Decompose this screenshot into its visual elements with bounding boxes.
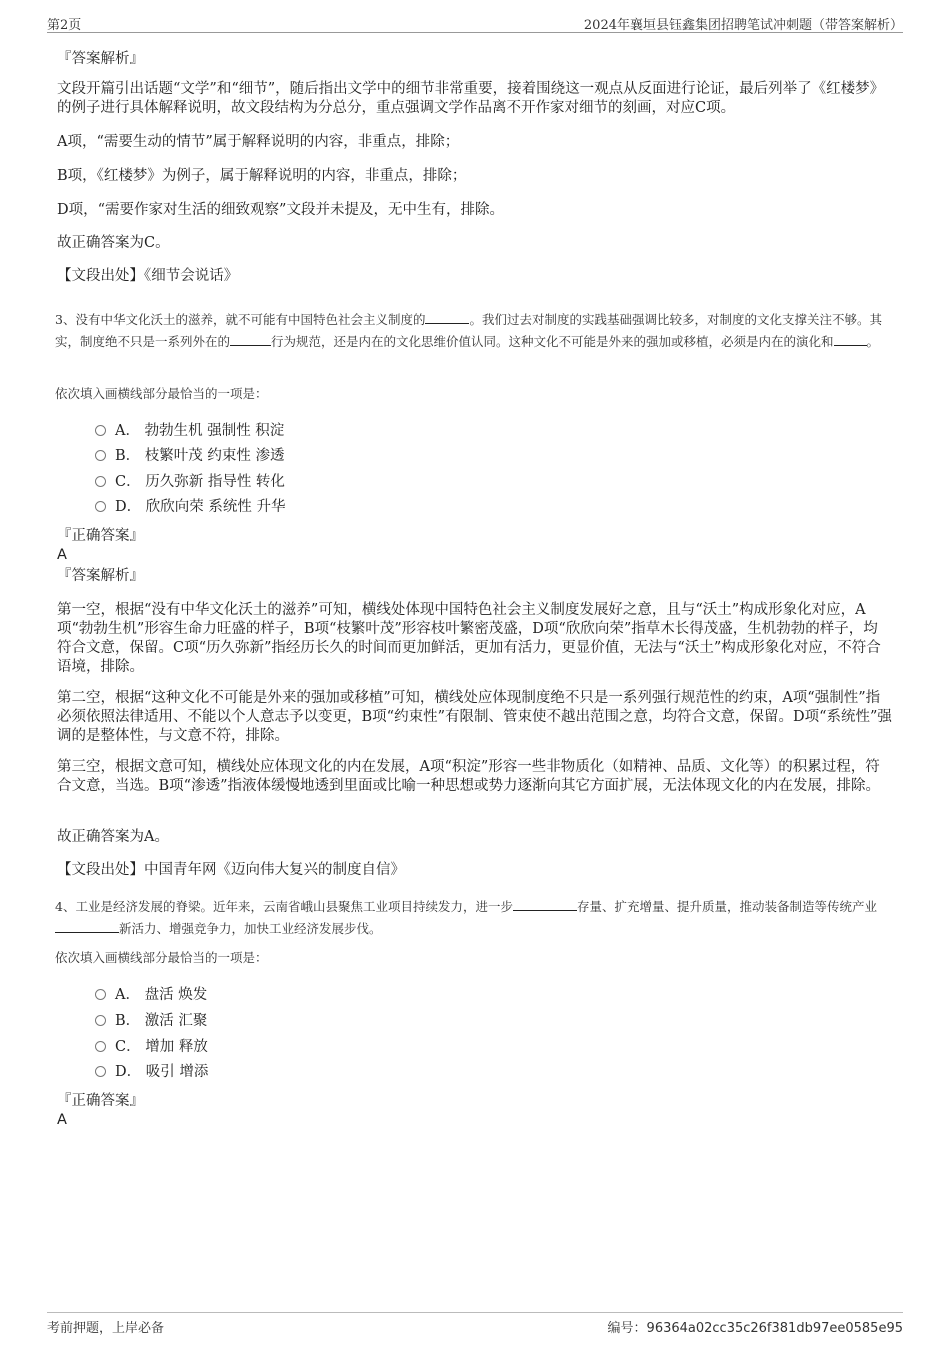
radio-icon[interactable] [95,450,106,461]
radio-icon[interactable] [95,1015,106,1026]
q2-analysis-p1: 文段开篇引出话题“文学”和“细节”，随后指出文学中的细节非常重要，接着围绕这一观点从反面进行论证，最后列举了《红楼梦》的例子进行具体解释说明，故文段结构为分总分，重点强调文学作品离不开作家对细节的刻画，对应C项。 [57,81,885,116]
page-footer [47,1312,903,1337]
radio-icon[interactable] [95,1066,106,1077]
q3-option-b[interactable]: B． 枝繁叶茂 约束性 渗透 [95,447,284,466]
q4-option-d[interactable]: D． 吸引 增添 [95,1063,208,1082]
q4-blank-1 [513,896,577,911]
q3-analysis-p2: 第二空，根据“这种文化不可能是外来的强加或移植”可知，横线处应体现制度绝不只是一系列强行规范性的约束，A项“强制性”指必须依照法律适用、不能以个人意志予以变更，B项“约束性”有限制、管束使不越出范围之意，均符合文意，保留。D项“系统性”强调的是整体性，与文意不符，排除。 [57,690,892,744]
q2-conclusion: 故正确答案为C。 [57,235,170,251]
q4-blank-2 [55,918,119,933]
q3-option-c[interactable]: C． 历久弥新 指导性 转化 [95,473,285,492]
q3-answer-label: 『正确答案』 [57,528,144,544]
q4-option-c[interactable]: C． 增加 释放 [95,1038,208,1057]
q2-analysis-label: 『答案解析』 [57,51,144,67]
q4-option-a[interactable]: A． 盘活 焕发 [95,986,207,1005]
q3-conclusion: 故正确答案为A。 [57,829,169,845]
q2-source: 【文段出处】《细节会说话》 [57,268,239,284]
q3-option-a[interactable]: A． 勃勃生机 强制性 积淀 [95,422,284,441]
radio-icon[interactable] [95,425,106,436]
radio-icon[interactable] [95,476,106,487]
footer-slogan: 考前押题，上岸必备 [47,1321,165,1336]
q2-analysis-option-b: B项，《红楼梦》为例子，属于解释说明的内容，非重点，排除； [57,168,467,184]
q4-answer-label: 『正确答案』 [57,1093,144,1109]
radio-icon[interactable] [95,1041,106,1052]
document-code: 编号：96364a02cc35c26f381db97ee0585e95 [607,1321,903,1336]
document-title: 2024年襄垣县钰鑫集团招聘笔试冲刺题（带答案解析） [583,18,903,33]
q4-option-b[interactable]: B． 激活 汇聚 [95,1012,207,1031]
q3-stem: 3、没有中华文化沃土的滋养，就不可能有中国特色社会主义制度的 。我们过去对制度的实践基础强调比较多，对制度的文化支撑关注不够。其实，制度绝不只是一系列外在的 行为规范，还是内在的文化思维价值认同。这种文化不可能是外来的强加或移植，必须是内在的演化和 。 [55,309,895,353]
q3-blank-1 [425,309,469,324]
page-number: 第2页 [47,18,82,33]
radio-icon[interactable] [95,989,106,1000]
q3-answer: A [57,547,67,563]
page-header [47,12,903,33]
radio-icon[interactable] [95,501,106,512]
q2-analysis-option-d: D项，“需要作家对生活的细致观察”文段并未提及，无中生有，排除。 [57,202,504,218]
q3-blank-3 [834,331,867,346]
q3-option-d[interactable]: D． 欣欣向荣 系统性 升华 [95,498,285,517]
q3-analysis-p3: 第三空，根据文意可知，横线处应体现文化的内在发展，A项“积淀”形容一些非物质化（如精神、品质、文化等）的积累过程，符合文意，当选。B项“渗透”指液体缓慢地透到里面或比喻一种思想或势力逐渐向其它方面扩展，无法体现文化的内在发展，排除。 [57,759,880,794]
q4-prompt: 依次填入画横线部分最恰当的一项是： [55,950,268,965]
q4-answer: A [57,1112,67,1128]
q3-blank-2 [230,331,271,346]
q3-analysis-p1: 第一空，根据“没有中华文化沃土的滋养”可知，横线处体现中国特色社会主义制度发展好之意，且与“沃土”构成形象化对应，A项“勃勃生机”形容生命力旺盛的样子，B项“枝繁叶茂”形容枝叶繁密茂盛，D项“欣欣向荣”指草木长得茂盛，生机勃勃的样子，均符合文意，保留。C项“历久弥新”指经历长久的时间而更加鲜活，更加有活力，更显价值，无法与“沃土”构成形象化对应，不符合语境，排除。 [57,602,881,675]
q4-stem: 4、工业是经济发展的脊梁。近年来，云南省峨山县聚焦工业项目持续发力，进一步 存量、扩充增量、提升质量，推动装备制造等传统产业新活力、增强竞争力，加快工业经济发展步伐。 [55,896,895,940]
q2-analysis-option-a: A项，“需要生动的情节”属于解释说明的内容，非重点，排除； [57,134,460,150]
q3-prompt: 依次填入画横线部分最恰当的一项是： [55,386,268,401]
q3-source: 【文段出处】中国青年网《迈向伟大复兴的制度自信》 [57,862,405,878]
q3-analysis-label: 『答案解析』 [57,568,144,584]
